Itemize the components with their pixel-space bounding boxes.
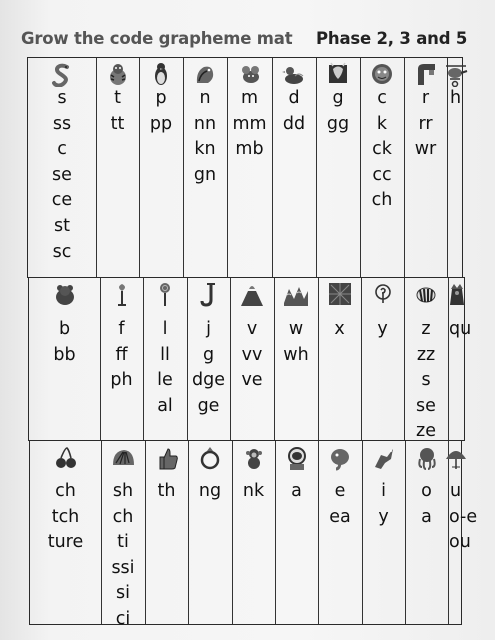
grapheme: ea: [329, 506, 351, 527]
grapheme-row-1: [27, 57, 463, 278]
lollipop-icon: [152, 281, 178, 307]
cherries-icon: [53, 445, 79, 471]
grapheme: x: [334, 319, 345, 339]
grapheme-column: [406, 479, 447, 530]
yoyo-icon: [370, 281, 396, 307]
grapheme: dd: [282, 113, 306, 134]
grapheme: y: [377, 319, 388, 339]
mat-title: Grow the code grapheme mat: [21, 29, 293, 48]
grapheme: ng: [198, 481, 222, 501]
grapheme-column: [319, 317, 360, 343]
grapheme: g: [332, 88, 344, 108]
grapheme: z: [421, 319, 431, 339]
monkey-icon: [241, 445, 267, 471]
grapheme: ff: [115, 344, 128, 365]
goat-icon: [325, 61, 351, 87]
x-box-icon: [327, 281, 353, 307]
grapheme-column: [97, 86, 138, 137]
column-divider: [188, 441, 189, 624]
duck-icon: [281, 61, 307, 87]
column-divider: [318, 278, 319, 440]
grapheme-column: [275, 317, 317, 368]
grapheme-column: [144, 317, 186, 419]
column-divider: [405, 441, 406, 624]
grapheme: r: [421, 88, 430, 108]
grapheme-column: [228, 86, 271, 163]
grapheme: g: [202, 344, 215, 365]
grapheme: cc: [372, 164, 392, 185]
grapheme-column: [273, 86, 315, 137]
grapheme: ch: [371, 190, 393, 211]
grapheme-column: [146, 479, 187, 505]
grapheme: st: [54, 215, 70, 236]
grapheme-column: [189, 479, 231, 505]
caterpillar-icon: [369, 61, 395, 87]
grapheme: nk: [242, 481, 265, 501]
grapheme: w: [288, 319, 304, 339]
grapheme-column: [101, 317, 142, 394]
ring-icon: [197, 445, 223, 471]
column-divider: [318, 441, 319, 624]
grapheme: th: [157, 481, 176, 501]
mouse-icon: [237, 61, 263, 87]
grapheme-column: [29, 86, 95, 265]
grapheme: b: [58, 319, 71, 339]
grapheme: p: [155, 88, 167, 108]
grapheme: mm: [232, 113, 267, 134]
grapheme: ou: [449, 532, 471, 553]
grapheme: se: [52, 164, 72, 185]
octopus-icon: [414, 445, 440, 471]
grapheme: wr: [414, 139, 437, 160]
grapheme: ch: [55, 481, 76, 501]
grapheme: kn: [194, 139, 216, 160]
column-divider: [362, 441, 363, 624]
grapheme: c: [377, 88, 387, 108]
grapheme: al: [157, 395, 173, 416]
grapheme: mb: [235, 139, 264, 160]
grapheme-column: [405, 317, 447, 445]
grapheme-column: [184, 86, 226, 188]
grapheme: si: [116, 583, 130, 604]
grapheme-column: [188, 317, 229, 419]
grapheme: e: [334, 481, 346, 501]
grapheme: o-e: [449, 506, 478, 527]
grapheme: sh: [112, 481, 134, 501]
grapheme: s: [57, 88, 67, 108]
grapheme-column: [31, 479, 100, 556]
grapheme: ze: [416, 421, 436, 442]
grapheme: l: [162, 319, 168, 339]
grapheme: d: [288, 88, 300, 108]
grapheme: ve: [241, 370, 263, 391]
grapheme: gn: [193, 164, 217, 185]
grapheme: ss: [52, 113, 72, 134]
grapheme-row-2: [28, 277, 472, 442]
grapheme: wh: [283, 344, 309, 365]
grapheme: se: [416, 395, 436, 416]
column-divider: [145, 441, 146, 624]
grapheme: ti: [117, 532, 129, 553]
grapheme: i: [381, 481, 386, 501]
grapheme: gg: [326, 113, 350, 134]
zebra-icon: [413, 281, 439, 307]
grapheme: u: [449, 481, 462, 501]
grapheme-row-3: [29, 440, 478, 629]
grapheme-column: [30, 317, 99, 368]
shell-icon: [110, 445, 136, 471]
grapheme: bb: [53, 344, 76, 365]
jack-in-box-icon: [196, 281, 222, 307]
volcano-icon: [239, 281, 265, 307]
astronaut-icon: [284, 445, 310, 471]
grapheme: rr: [418, 113, 433, 134]
grapheme: j: [206, 319, 211, 339]
grapheme-column: [317, 86, 359, 137]
grapheme: h: [449, 88, 462, 108]
iguana-icon: [371, 445, 397, 471]
queen-icon: [444, 281, 470, 307]
penguin-icon: [148, 61, 174, 87]
grapheme: ce: [51, 190, 73, 211]
tiger-icon: [105, 61, 131, 87]
grapheme: ci: [115, 608, 131, 629]
snake-icon: [49, 61, 75, 87]
grapheme: vv: [241, 344, 263, 365]
column-divider: [275, 441, 276, 624]
grapheme-column: [405, 86, 446, 163]
grapheme: ssi: [111, 557, 135, 578]
grapheme-column: [362, 317, 403, 343]
grapheme: sc: [52, 241, 72, 262]
grapheme-column: [140, 86, 182, 137]
grapheme-column: [231, 317, 273, 394]
fan-icon: [109, 281, 135, 307]
thumbs-up-icon: [154, 445, 180, 471]
grapheme: le: [157, 370, 173, 391]
robot-arm-icon: [413, 61, 439, 87]
grapheme-column: [276, 479, 317, 505]
phase-label: Phase 2, 3 and 5: [316, 29, 468, 48]
grapheme: f: [118, 319, 125, 339]
grapheme: y: [378, 506, 389, 527]
grapheme: tt: [110, 113, 125, 134]
noisy-nest-icon: [192, 61, 218, 87]
grapheme: ture: [47, 532, 84, 553]
grapheme: ch: [112, 506, 134, 527]
grapheme: qu: [449, 319, 472, 339]
grapheme: v: [246, 319, 258, 339]
waves-icon: [283, 281, 309, 307]
grapheme-column: [319, 479, 361, 530]
grapheme: k: [376, 113, 388, 134]
helicopter-icon: [443, 61, 469, 87]
column-divider: [232, 441, 233, 624]
grapheme-column: [449, 479, 478, 556]
grapheme: ge: [197, 395, 220, 416]
grapheme-column: [361, 86, 403, 214]
grapheme-column: [233, 479, 274, 505]
grapheme: s: [421, 370, 431, 391]
grapheme-column: [102, 479, 144, 633]
grapheme: c: [57, 139, 67, 160]
grapheme: t: [114, 88, 121, 108]
grapheme: ll: [160, 344, 170, 365]
grapheme: dge: [192, 370, 225, 391]
bear-icon: [52, 281, 78, 307]
grapheme: ph: [110, 370, 133, 391]
umbrella-icon: [443, 445, 469, 471]
grapheme-column: [449, 317, 472, 343]
grapheme: n: [199, 88, 211, 108]
grapheme: a: [421, 506, 432, 527]
grapheme-column: [363, 479, 404, 530]
grapheme: nn: [193, 113, 217, 134]
grapheme: m: [240, 88, 259, 108]
grapheme: o: [421, 481, 432, 501]
elephant-icon: [327, 445, 353, 471]
grapheme: zz: [416, 344, 436, 365]
grapheme-column: [448, 86, 463, 112]
grapheme: pp: [149, 113, 173, 134]
grapheme: a: [291, 481, 302, 501]
grapheme: ck: [372, 139, 392, 160]
column-divider: [361, 278, 362, 440]
grapheme: tch: [51, 506, 80, 527]
